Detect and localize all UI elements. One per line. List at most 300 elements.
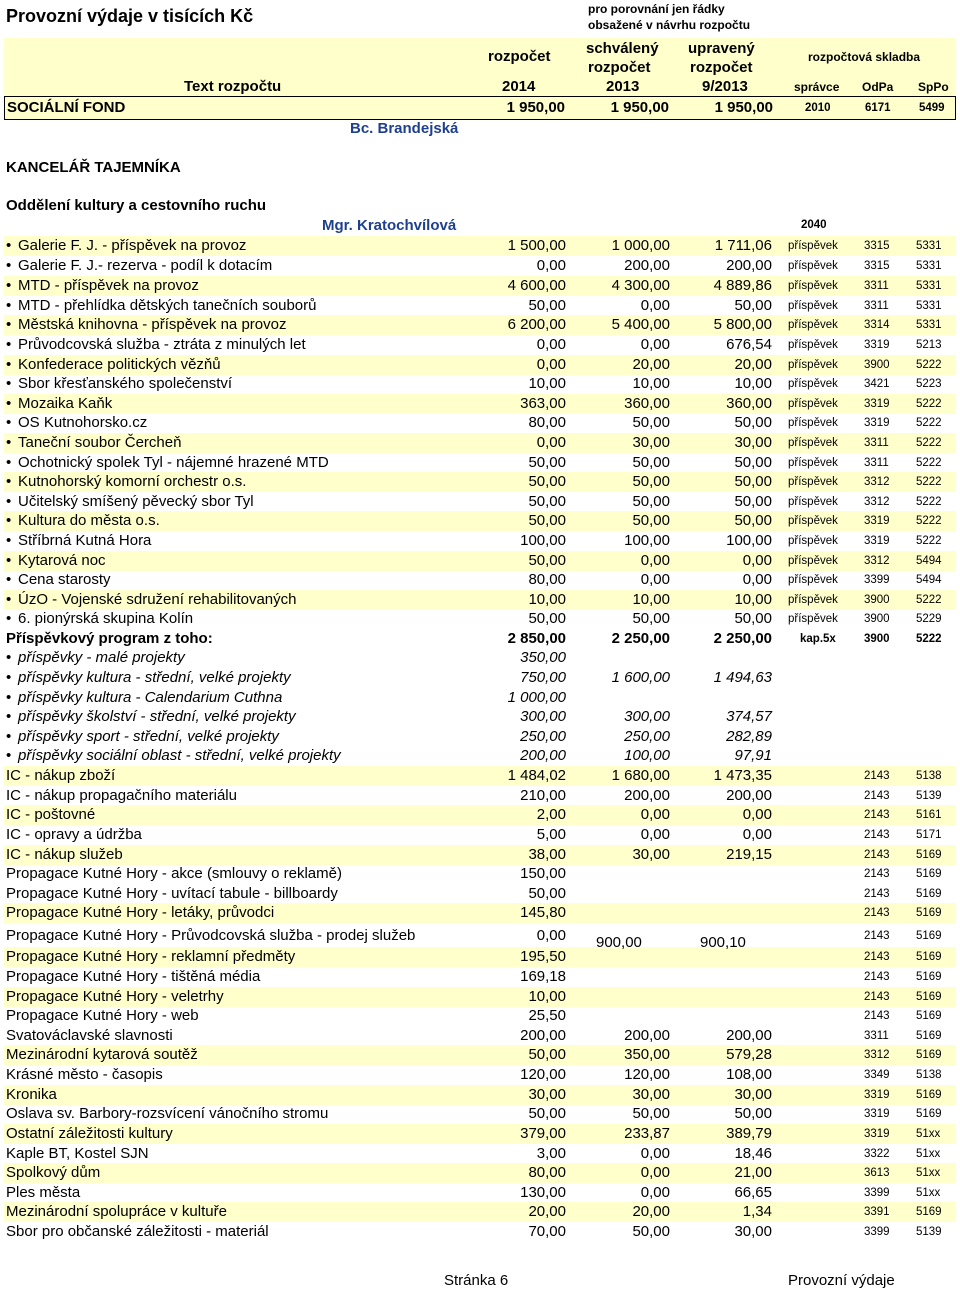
row-spravce: příspěvek <box>788 457 838 469</box>
row-value-2013: 5 400,00 <box>611 316 670 333</box>
row-name: IC - poštovné <box>6 806 96 823</box>
row-sppo: 51xx <box>916 1167 941 1179</box>
row-value-2013: 1 000,00 <box>611 237 670 254</box>
row-sppo: 5331 <box>916 260 942 272</box>
row-odpa: 3319 <box>864 1128 890 1140</box>
bullet-icon: • <box>6 493 12 510</box>
row-value-2013: 30,00 <box>632 1086 670 1103</box>
row-value-2013: 2 250,00 <box>611 630 670 647</box>
row-name: Mozaika Kaňk <box>18 395 113 412</box>
row-sppo: 5169 <box>916 1089 942 1101</box>
row-spravce: příspěvek <box>788 476 838 488</box>
row-name: Učitelský smíšený pěvecký sbor Tyl <box>18 493 254 510</box>
row-value-2013: 120,00 <box>624 1066 670 1083</box>
row-value-9-2013: 30,00 <box>734 434 772 451</box>
bullet-icon: • <box>6 356 12 373</box>
row-value-2013: 50,00 <box>632 473 670 490</box>
bullet-icon: • <box>6 708 12 725</box>
row-name: Mezinárodní kytarová soutěž <box>6 1046 198 1063</box>
row-spravce: příspěvek <box>788 359 838 371</box>
row-value-2014: 2 850,00 <box>507 630 566 647</box>
row-value-2014: 750,00 <box>520 669 566 686</box>
row-name: IC - nákup propagačního materiálu <box>6 787 237 804</box>
row-value-2014: 50,00 <box>528 885 566 902</box>
row-sppo: 5222 <box>916 633 942 645</box>
row-name: 6. pionýrská skupina Kolín <box>18 610 194 627</box>
row-name: Taneční soubor Čercheň <box>18 434 182 451</box>
row-odpa: 3349 <box>864 1069 890 1081</box>
page-title: Provozní výdaje v tisících Kč <box>6 6 254 26</box>
social-fond-name: SOCIÁLNÍ FOND <box>7 99 126 116</box>
row-sppo: 5222 <box>916 496 942 508</box>
bullet-icon: • <box>6 395 12 412</box>
row-value-9-2013: 374,57 <box>726 708 772 725</box>
row-odpa: 2143 <box>864 930 890 942</box>
row-value-2014: 50,00 <box>528 493 566 510</box>
bullet-icon: • <box>6 728 12 745</box>
row-sppo: 5222 <box>916 359 942 371</box>
row-name: Galerie F. J. - příspěvek na provoz <box>18 237 247 254</box>
row-value-9-2013: 50,00 <box>734 1105 772 1122</box>
table-row <box>4 570 956 590</box>
social-fond-row <box>4 96 956 120</box>
row-sppo: 5169 <box>916 971 942 983</box>
bullet-icon: • <box>6 532 12 549</box>
row-sppo: 51xx <box>916 1187 941 1199</box>
row-value-9-2013: 50,00 <box>734 414 772 431</box>
row-name: OS Kutnohorsko.cz <box>18 414 148 431</box>
bullet-icon: • <box>6 434 12 451</box>
bullet-icon: • <box>6 316 12 333</box>
row-sppo: 5222 <box>916 417 942 429</box>
row-value-2013: 50,00 <box>632 414 670 431</box>
row-odpa: 3900 <box>864 613 890 625</box>
table-row <box>4 1104 956 1124</box>
row-name: Ostatní záležitosti kultury <box>6 1125 173 1142</box>
row-value-2013: 100,00 <box>624 532 670 549</box>
row-value-9-2013: 2 250,00 <box>713 630 772 647</box>
row-name: Svatováclavské slavnosti <box>6 1027 173 1044</box>
row-value-2014: 50,00 <box>528 610 566 627</box>
table-row <box>4 609 956 629</box>
table-row <box>4 374 956 394</box>
row-value-2013: 0,00 <box>640 806 670 823</box>
row-name: Oslava sv. Barbory-rozsvícení vánočního stromu <box>6 1105 329 1122</box>
row-name: Průvodcovská služba - ztráta z minulých let <box>18 336 306 353</box>
row-odpa: 2143 <box>864 991 890 1003</box>
table-row <box>4 1085 956 1105</box>
row-value-2014: 50,00 <box>528 473 566 490</box>
row-sppo: 51xx <box>916 1128 941 1140</box>
header-col2-l3: 2013 <box>606 78 640 95</box>
row-spravce: kap.5x <box>800 633 836 645</box>
table-row <box>4 1183 956 1203</box>
row-value-2013: 100,00 <box>624 747 670 764</box>
row-sppo: 5213 <box>916 339 942 351</box>
row-sppo: 5139 <box>916 790 942 802</box>
social-fond-2014: 1 950,00 <box>506 99 565 116</box>
row-odpa: 3391 <box>864 1206 890 1218</box>
table-row <box>4 668 956 688</box>
row-sppo: 5222 <box>916 457 942 469</box>
row-value-2013: 50,00 <box>632 1223 670 1240</box>
row-value-2014: 50,00 <box>528 1046 566 1063</box>
row-value-2013: 200,00 <box>624 787 670 804</box>
row-value-9-2013: 100,00 <box>726 532 772 549</box>
row-name: Propagace Kutné Hory - reklamní předměty <box>6 948 296 965</box>
row-value-2014: 169,18 <box>520 968 566 985</box>
table-row <box>4 805 956 825</box>
row-value-2013: 0,00 <box>640 336 670 353</box>
row-value-2014: 195,50 <box>520 948 566 965</box>
row-value-2014: 200,00 <box>520 1027 566 1044</box>
table-row <box>4 511 956 531</box>
row-value-2014: 3,00 <box>536 1145 566 1162</box>
row-odpa: 3314 <box>864 319 890 331</box>
bullet-icon: • <box>6 747 12 764</box>
row-value-2014: 50,00 <box>528 297 566 314</box>
row-name: Mezinárodní spolupráce v kultuře <box>6 1203 227 1220</box>
row-value-2014: 130,00 <box>520 1184 566 1201</box>
row-name: Propagace Kutné Hory - letáky, průvodci <box>6 904 275 921</box>
row-odpa: 2143 <box>864 1010 890 1022</box>
row-name: Stříbrná Kutná Hora <box>18 532 152 549</box>
row-name: Propagace Kutné Hory - uvítací tabule - billboardy <box>6 885 338 902</box>
note-line-2: obsažené v návrhu rozpočtu <box>588 18 751 32</box>
row-odpa: 3399 <box>864 574 890 586</box>
table-row <box>4 707 956 727</box>
row-sppo: 5138 <box>916 1069 942 1081</box>
row-value-2013: 10,00 <box>632 375 670 392</box>
row-value-2014: 0,00 <box>536 927 566 944</box>
table-row <box>4 1124 956 1144</box>
row-value-2013: 0,00 <box>640 297 670 314</box>
row-value-2014: 5,00 <box>536 826 566 843</box>
row-value-2014: 50,00 <box>528 1105 566 1122</box>
table-row <box>4 926 956 946</box>
bullet-icon: • <box>6 277 12 294</box>
row-name: příspěvky kultura - střední, velké projekty <box>18 669 291 686</box>
row-value-9-2013: 1,34 <box>742 1203 772 1220</box>
table-row <box>4 551 956 571</box>
row-value-9-2013: 18,46 <box>734 1145 772 1162</box>
table-row <box>4 236 956 256</box>
row-value-2013: 20,00 <box>632 1203 670 1220</box>
row-odpa: 3319 <box>864 1089 890 1101</box>
row-odpa: 3312 <box>864 555 890 567</box>
row-value-2013: 50,00 <box>632 493 670 510</box>
table-row <box>4 433 956 453</box>
header-col1-l1: rozpočet <box>488 48 551 65</box>
row-odpa: 3311 <box>864 300 889 312</box>
row-odpa: 2143 <box>864 951 890 963</box>
row-value-9-2013: 50,00 <box>734 454 772 471</box>
row-value-9-2013: 1 711,06 <box>714 237 772 254</box>
row-value-9-2013: 360,00 <box>726 395 772 412</box>
row-value-9-2013: 30,00 <box>734 1086 772 1103</box>
row-spravce: příspěvek <box>788 594 838 606</box>
table-row <box>4 786 956 806</box>
row-value-9-2013: 10,00 <box>734 591 772 608</box>
row-sppo: 5222 <box>916 535 942 547</box>
table-row <box>4 1006 956 1026</box>
table-row <box>4 864 956 884</box>
row-spravce: příspěvek <box>788 417 838 429</box>
row-name: Ochotnický spolek Tyl - nájemné hrazené MTD <box>18 454 329 471</box>
table-row <box>4 1202 956 1222</box>
header-spravce: správce <box>794 80 840 94</box>
row-name: ÚzO - Vojenské sdružení rehabilitovaných <box>18 591 297 608</box>
row-value-9-2013: 579,28 <box>726 1046 772 1063</box>
header-text-col: Text rozpočtu <box>184 78 282 95</box>
row-spravce: příspěvek <box>788 437 838 449</box>
row-value-2014: 10,00 <box>528 375 566 392</box>
footer-page: Stránka 6 <box>444 1272 509 1289</box>
bullet-icon: • <box>6 237 12 254</box>
row-odpa: 3421 <box>864 378 890 390</box>
bullet-icon: • <box>6 473 12 490</box>
row-name: Sbor pro občanské záležitosti - materiál <box>6 1223 269 1240</box>
row-value-2013: 200,00 <box>624 257 670 274</box>
row-sppo: 5169 <box>916 849 942 861</box>
row-value-2014: 25,50 <box>528 1007 566 1024</box>
row-value-9-2013: 50,00 <box>734 493 772 510</box>
table-row <box>4 967 956 987</box>
row-sppo: 5222 <box>916 437 942 449</box>
bullet-icon: • <box>6 571 12 588</box>
row-value-2014: 1 000,00 <box>507 689 566 706</box>
row-odpa: 2143 <box>864 907 890 919</box>
row-odpa: 3319 <box>864 339 890 351</box>
row-odpa: 3311 <box>864 280 889 292</box>
row-value-2014: 0,00 <box>536 336 566 353</box>
table-row <box>4 315 956 335</box>
row-value-2013: 50,00 <box>632 610 670 627</box>
table-row <box>4 492 956 512</box>
row-sppo: 5331 <box>916 300 942 312</box>
row-name: Galerie F. J.- rezerva - podíl k dotacím <box>18 257 273 274</box>
row-value-2014: 30,00 <box>528 1086 566 1103</box>
bullet-icon: • <box>6 610 12 627</box>
table-row <box>4 296 956 316</box>
row-value-9-2013: 200,00 <box>726 787 772 804</box>
row-odpa: 2143 <box>864 809 890 821</box>
table-row <box>4 531 956 551</box>
row-value-2014: 50,00 <box>528 552 566 569</box>
row-value-2014: 363,00 <box>520 395 566 412</box>
row-sppo: 5169 <box>916 951 942 963</box>
table-row <box>4 394 956 414</box>
header-col3-l1: upravený <box>688 40 755 57</box>
row-value-9-2013: 50,00 <box>734 473 772 490</box>
row-sppo: 51xx <box>916 1148 941 1160</box>
row-value-2014: 38,00 <box>528 846 566 863</box>
row-value-9-2013: 66,65 <box>734 1184 772 1201</box>
row-odpa: 3399 <box>864 1187 890 1199</box>
table-row <box>4 884 956 904</box>
row-spravce: příspěvek <box>788 260 838 272</box>
row-name: Městská knihovna - příspěvek na provoz <box>18 316 287 333</box>
row-value-2014: 250,00 <box>520 728 566 745</box>
row-spravce: příspěvek <box>788 515 838 527</box>
row-spravce: příspěvek <box>788 613 838 625</box>
row-name: Propagace Kutné Hory - Průvodcovská služba - prodej služeb <box>6 927 416 944</box>
row-value-9-2013: 0,00 <box>742 806 772 823</box>
row-value-2014: 80,00 <box>528 1164 566 1181</box>
table-row <box>4 413 956 433</box>
bullet-icon: • <box>6 512 12 529</box>
row-value-9-2013: 20,00 <box>734 356 772 373</box>
row-value-2014: 0,00 <box>536 356 566 373</box>
bullet-icon: • <box>6 454 12 471</box>
row-value-2013: 350,00 <box>624 1046 670 1063</box>
brandejska: Bc. Brandejská <box>350 120 459 137</box>
row-odpa: 2143 <box>864 770 890 782</box>
row-value-9-2013: 1 494,63 <box>713 669 772 686</box>
row-value-2013: 1 680,00 <box>611 767 670 784</box>
row-value-2013: 0,00 <box>640 826 670 843</box>
row-sppo: 5169 <box>916 1206 942 1218</box>
row-value-2013: 50,00 <box>632 1105 670 1122</box>
row-sppo: 5161 <box>916 809 942 821</box>
row-sppo: 5169 <box>916 907 942 919</box>
row-sppo: 5138 <box>916 770 942 782</box>
table-row <box>4 688 956 708</box>
table-row <box>4 845 956 865</box>
row-value-2014: 80,00 <box>528 571 566 588</box>
row-sppo: 5494 <box>916 574 942 586</box>
row-name: Kaple BT, Kostel SJN <box>6 1145 149 1162</box>
row-value-2013: 4 300,00 <box>611 277 670 294</box>
row-name: IC - nákup zboží <box>6 767 116 784</box>
row-value-2014: 0,00 <box>536 257 566 274</box>
kancelar-tajemnika: KANCELÁŘ TAJEMNÍKA <box>6 159 181 176</box>
row-value-9-2013: 200,00 <box>726 1027 772 1044</box>
row-value-9-2013: 200,00 <box>726 257 772 274</box>
row-value-9-2013: 0,00 <box>742 552 772 569</box>
row-name: Příspěvkový program z toho: <box>6 630 213 647</box>
row-odpa: 3315 <box>864 240 890 252</box>
row-sppo: 5222 <box>916 476 942 488</box>
row-odpa: 3312 <box>864 1049 890 1061</box>
bullet-icon: • <box>6 257 12 274</box>
row-odpa: 3900 <box>864 633 890 645</box>
row-value-2014: 10,00 <box>528 591 566 608</box>
row-name: Krásné město - časopis <box>6 1066 163 1083</box>
header-odpa: OdPa <box>862 80 894 94</box>
row-name: Kytarová noc <box>18 552 106 569</box>
row-value-9-2013: 21,00 <box>734 1164 772 1181</box>
footer-section: Provozní výdaje <box>788 1272 895 1289</box>
kratochvilova: Mgr. Kratochvílová <box>322 217 457 234</box>
table-row <box>4 256 956 276</box>
social-fond-sppo: 5499 <box>919 102 945 114</box>
row-value-2013: 0,00 <box>640 552 670 569</box>
row-value-2013: 50,00 <box>632 454 670 471</box>
row-value-9-2013: 50,00 <box>734 610 772 627</box>
table-row <box>4 472 956 492</box>
row-odpa: 2143 <box>864 971 890 983</box>
social-fond-2013: 1 950,00 <box>610 99 669 116</box>
row-sppo: 5169 <box>916 1030 942 1042</box>
row-odpa: 3399 <box>864 1226 890 1238</box>
row-spravce: příspěvek <box>788 378 838 390</box>
row-value-2014: 350,00 <box>520 649 566 666</box>
bullet-icon: • <box>6 552 12 569</box>
row-name: Kultura do města o.s. <box>18 512 160 529</box>
row-value-2014: 210,00 <box>520 787 566 804</box>
row-odpa: 3315 <box>864 260 890 272</box>
row-value-2013: 30,00 <box>632 434 670 451</box>
row-value-2013: 50,00 <box>632 512 670 529</box>
row-value-2014: 50,00 <box>528 454 566 471</box>
row-value-2013: 0,00 <box>640 571 670 588</box>
row-value-9-2013: 97,91 <box>734 747 772 764</box>
row-odpa: 3900 <box>864 359 890 371</box>
row-odpa: 3319 <box>864 515 890 527</box>
row-value-2013: 20,00 <box>632 356 670 373</box>
bullet-icon: • <box>6 414 12 431</box>
table-row <box>4 1026 956 1046</box>
row-value-2014: 20,00 <box>528 1203 566 1220</box>
kratochvilova-code: 2040 <box>801 219 827 231</box>
row-sppo: 5169 <box>916 1108 942 1120</box>
row-name: Spolkový dům <box>6 1164 101 1181</box>
row-name: Propagace Kutné Hory - veletrhy <box>6 988 224 1005</box>
row-value-2013: 0,00 <box>640 1164 670 1181</box>
row-value-2013: 360,00 <box>624 395 670 412</box>
bullet-icon: • <box>6 689 12 706</box>
row-sppo: 5169 <box>916 991 942 1003</box>
row-value-2014: 50,00 <box>528 512 566 529</box>
bullet-icon: • <box>6 669 12 686</box>
propagace-merged-2013: 900,00 <box>596 934 642 951</box>
row-sppo: 5222 <box>916 398 942 410</box>
table-row <box>4 453 956 473</box>
row-odpa: 3312 <box>864 476 890 488</box>
bullet-icon: • <box>6 375 12 392</box>
table-row <box>4 1065 956 1085</box>
row-sppo: 5139 <box>916 1226 942 1238</box>
header-skladba: rozpočtová skladba <box>808 50 921 64</box>
row-odpa: 3312 <box>864 496 890 508</box>
row-odpa: 3311 <box>864 457 889 469</box>
row-odpa: 2143 <box>864 829 890 841</box>
row-value-9-2013: 0,00 <box>742 571 772 588</box>
row-value-2013: 1 600,00 <box>611 669 670 686</box>
bullet-icon: • <box>6 297 12 314</box>
row-value-2014: 1 484,02 <box>507 767 566 784</box>
table-row <box>4 746 956 766</box>
row-value-2014: 80,00 <box>528 414 566 431</box>
row-odpa: 3900 <box>864 594 890 606</box>
row-sppo: 5169 <box>916 888 942 900</box>
row-value-2014: 300,00 <box>520 708 566 725</box>
row-value-9-2013: 219,15 <box>726 846 772 863</box>
row-name: Ples města <box>6 1184 81 1201</box>
header-sppo: SpPo <box>918 80 949 94</box>
table-row <box>4 1144 956 1164</box>
row-spravce: příspěvek <box>788 555 838 567</box>
row-spravce: příspěvek <box>788 280 838 292</box>
row-odpa: 3319 <box>864 417 890 429</box>
row-sppo: 5222 <box>916 594 942 606</box>
row-value-9-2013: 4 889,86 <box>713 277 772 294</box>
row-name: příspěvky - malé projekty <box>18 649 185 666</box>
row-odpa: 3613 <box>864 1167 890 1179</box>
row-name: IC - nákup služeb <box>6 846 123 863</box>
row-sppo: 5169 <box>916 868 942 880</box>
